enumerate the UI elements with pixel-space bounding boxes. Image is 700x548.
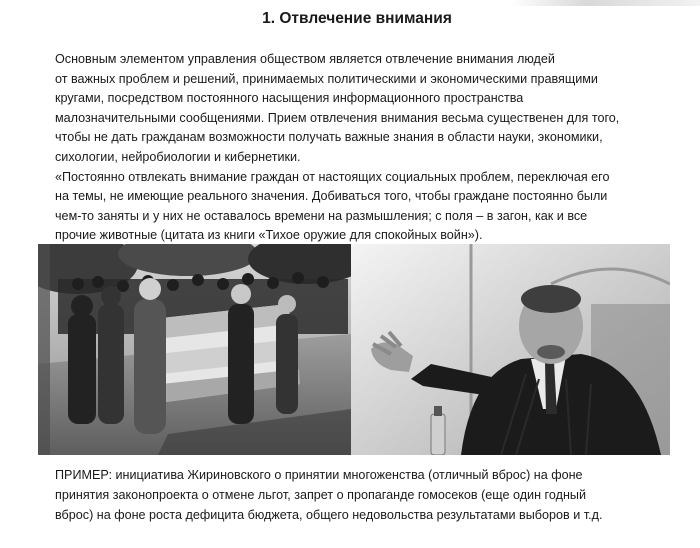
protest-march-photo	[38, 244, 351, 455]
body-line: Основным элементом управления обществом является отвлечение внимания людей	[55, 52, 555, 66]
photo-strip	[38, 244, 670, 455]
section-title: 1. Отвлечение внимания	[262, 10, 452, 27]
body-line: кругами, посредством постоянного насыщения информационного пространства	[55, 91, 524, 106]
body-line: от важных проблем и решений, принимаемых политическими и экономическими правящими	[55, 71, 598, 86]
example-paragraph	[55, 465, 695, 525]
example-line: принятия законопроекта о отмене льгот, запрет о пропаганде гомосеков (еще один годный	[55, 488, 586, 502]
body-paragraph	[55, 50, 695, 246]
body-line: чтобы не дать гражданам возможности получать важные знания в области науки, экономики,	[55, 130, 603, 145]
body-line: малозначительными сообщениями. Прием отвлечения внимания весьма существенен для того,	[55, 110, 620, 125]
body-line: чем-то заняты и у них не оставалось времени на размышления; с поля – в загон, как и все	[55, 208, 588, 223]
body-line: «Постоянно отвлекать внимание граждан от настоящих социальных проблем, переключая его	[55, 169, 610, 184]
example-line: вброс) на фоне роста дефицита бюджета, общего недовольства результатами выборов и т.д.	[55, 508, 603, 522]
body-line: на темы, не имеющие реального значения. Добиваться того, чтобы граждане постоянно были	[55, 189, 608, 204]
politician-speaking-photo	[351, 244, 670, 455]
body-line: прочие животные (цитата из книги «Тихое оружие для спокойных войн»).	[55, 228, 483, 243]
header-decoration	[510, 0, 700, 6]
body-line: сихологии, нейробиологии и кибернетики.	[55, 149, 301, 164]
example-line: ПРИМЕР: инициатива Жириновского о принятии многоженства (отличный вброс) на фоне	[55, 468, 583, 482]
